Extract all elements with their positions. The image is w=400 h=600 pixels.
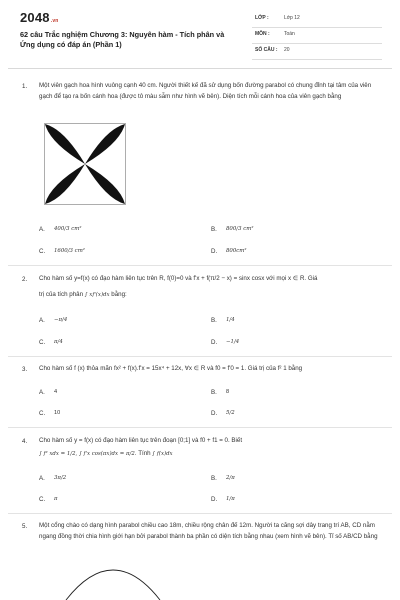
- option-letter: A.: [39, 475, 45, 482]
- question-divider: [8, 265, 392, 266]
- option-b[interactable]: 2/π: [226, 475, 235, 481]
- question-divider: [8, 427, 392, 428]
- integral-expression: ∫ f(x)dx: [152, 451, 173, 457]
- petal-top-left: [45, 124, 85, 164]
- question-text: Cho hàm số f (x) thỏa mãn fx² + f(x).f'x = 15x⁴ + 12x, ∀x ∈ R và f0 = f'0 = 1. Giá trị của f² 1 bằng: [39, 365, 303, 372]
- option-b[interactable]: 800/3 cm²: [226, 226, 254, 232]
- meta-row-count: [252, 44, 382, 60]
- meta-value: 20: [284, 47, 290, 53]
- option-c[interactable]: 10: [54, 410, 61, 416]
- option-letter: C.: [39, 410, 46, 417]
- question-number: 1.: [22, 83, 28, 90]
- meta-row-class: [252, 12, 382, 28]
- flower-tile-figure: [44, 123, 126, 205]
- option-a[interactable]: 3π/2: [54, 475, 67, 481]
- option-letter: A.: [39, 317, 45, 324]
- option-letter: B.: [211, 475, 217, 482]
- meta-table: [252, 12, 382, 60]
- option-letter: A.: [39, 226, 45, 233]
- question-divider: [8, 356, 392, 357]
- question-number: 5.: [22, 523, 28, 530]
- text-fragment: trị của tích phân: [39, 291, 84, 298]
- meta-label: SỐ CÂU :: [255, 47, 278, 53]
- option-b[interactable]: 8: [226, 389, 230, 395]
- option-b[interactable]: 1/4: [226, 317, 235, 323]
- option-d[interactable]: −1/4: [226, 339, 240, 345]
- option-d[interactable]: 1/π: [226, 496, 235, 502]
- petal-bottom-right: [85, 164, 125, 204]
- question-text: Cho hàm số y = f(x) có đạo hàm liên tục trên đoạn [0;1] và f0 + f1 = 0. Biết: [39, 437, 243, 444]
- option-letter: B.: [211, 226, 217, 233]
- question-text-line2: [39, 448, 389, 460]
- integral-expression: ∫ xf'(x)dx: [84, 292, 110, 298]
- option-a[interactable]: 400/3 cm²: [54, 226, 82, 232]
- question-text: Một viên gạch hoa hình vuông cạnh 40 cm. Người thiết kế đã sử dụng bốn đường parabol có chung đỉnh tại tâm của viên gạch để tạo ra bốn cánh hoa (được tô màu sẫm như hình vẽ bên). Diện tích mỗi cánh hoa của viên gạch bằng: [39, 82, 372, 100]
- option-letter: B.: [211, 317, 217, 324]
- option-c[interactable]: 1600/3 cm²: [54, 248, 85, 254]
- question-number: 2.: [22, 276, 28, 283]
- option-letter: B.: [211, 389, 217, 396]
- header-divider: [8, 68, 392, 69]
- meta-label: LỚP :: [255, 15, 269, 21]
- text-fragment: Tính: [138, 450, 151, 457]
- meta-value: Lớp 12: [284, 15, 300, 21]
- parabola-gate-figure: [60, 568, 170, 600]
- meta-label: MÔN :: [255, 31, 270, 37]
- document-header: [0, 0, 400, 66]
- petal-top-right: [85, 124, 125, 164]
- logo-main: 2048: [20, 10, 50, 25]
- option-letter: D.: [211, 410, 218, 417]
- question-text: Cho hàm số y=f(x) có đạo hàm liên tục trên R, f(0)=0 và f'x + f(π/2 − x) = sinx cosx với mọi x ∈ R. Giá: [39, 275, 318, 282]
- option-letter: C.: [39, 339, 46, 346]
- option-letter: C.: [39, 496, 46, 503]
- petal-bottom-left: [45, 164, 85, 204]
- option-d[interactable]: 5/2: [226, 410, 235, 416]
- option-d[interactable]: 800cm²: [226, 248, 247, 254]
- option-a[interactable]: 4: [54, 389, 58, 395]
- document-title: 62 câu Trắc nghiệm Chương 3: Nguyên hàm - Tích phân và Ứng dụng có đáp án (Phần 1): [20, 30, 225, 49]
- meta-row-subject: [252, 28, 382, 44]
- option-c[interactable]: π: [54, 496, 58, 502]
- site-logo[interactable]: [20, 10, 59, 25]
- question-text: Một cổng chào có dạng hình parabol chiều cao 18m, chiều rộng chân đế 12m. Người ta căng sợi dây trang trí AB, CD nằm ngang đồng thời chia hình giới hạn bởi parabol thành ba phần có diện tích bằng nhau (xem hình vẽ bên). Tỉ số AB/CD bằng: [39, 522, 378, 540]
- option-a[interactable]: −π/4: [54, 317, 68, 323]
- option-letter: D.: [211, 248, 218, 255]
- option-letter: A.: [39, 389, 45, 396]
- integral-expression: ∫ f² xdx = 1/2, ∫ f'x cos(πx)dx = π/2.: [39, 451, 137, 457]
- text-fragment: bằng:: [111, 291, 127, 298]
- option-letter: D.: [211, 496, 218, 503]
- option-c[interactable]: π/4: [54, 339, 63, 345]
- parabola-curve: [66, 570, 160, 600]
- option-letter: C.: [39, 248, 46, 255]
- question-divider: [8, 513, 392, 514]
- question-text-line2: [39, 289, 389, 301]
- question-number: 3.: [22, 366, 28, 373]
- meta-value: Toán: [284, 31, 295, 37]
- option-letter: D.: [211, 339, 218, 346]
- logo-suffix: .vn: [50, 18, 59, 24]
- question-number: 4.: [22, 438, 28, 445]
